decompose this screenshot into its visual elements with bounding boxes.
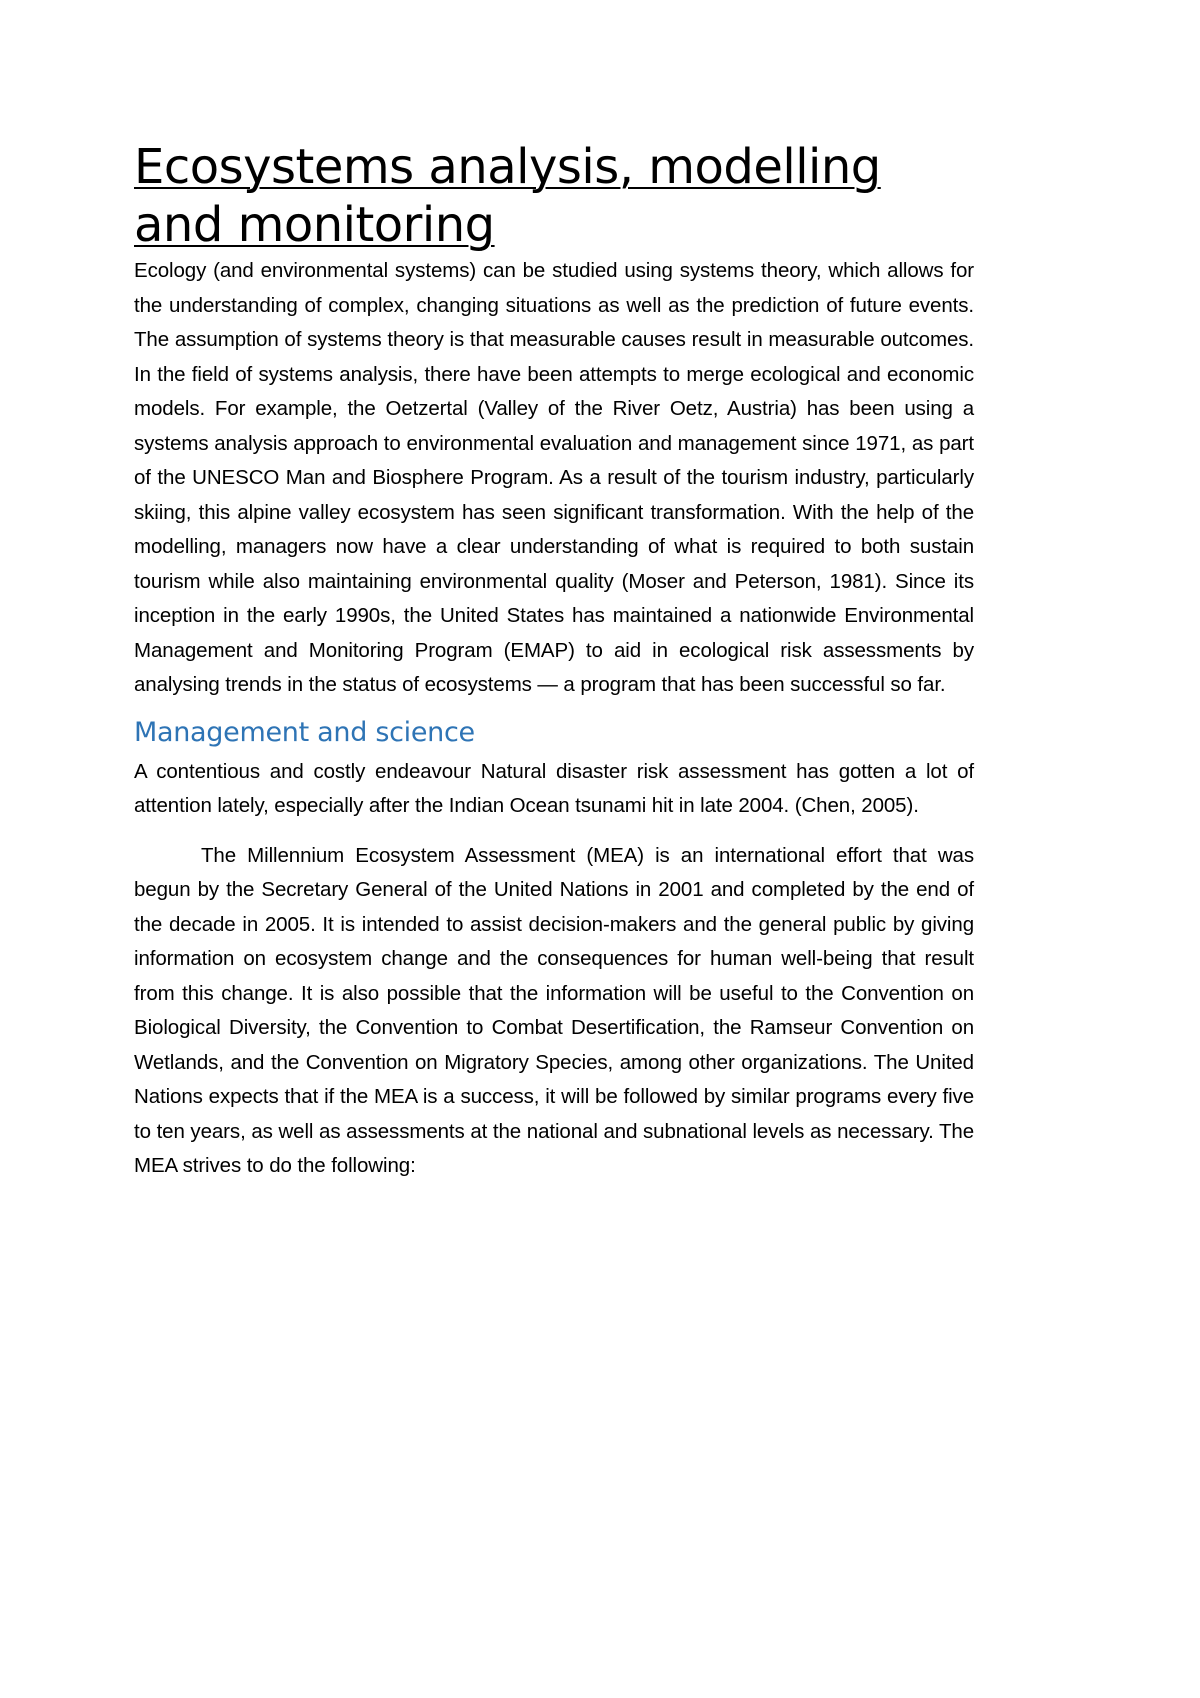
intro-paragraph: Ecology (and environmental systems) can be studied using systems theory, which allows for the understanding of complex, changing situations as well as the prediction of future events. The assumption of systems theory is that measurable causes result in measurable outcomes. In the field of systems analysis, there have been attempts to merge ecological and economic models. For example, the Oetzertal (Valley of the River Oetz, Austria) has been using a systems analysis approach to environmental evaluation and management since 1971, as part of the UNESCO Man and Biosphere Program. As a result of the tourism industry, particularly skiing, this alpine valley ecosystem has seen significant transformation. With the help of the modelling, managers now have a clear understanding of what is required to both sustain tourism while also maintaining environmental quality (Moser and Peterson, 1981). Since its inception in the early 1990s, the United States has maintained a nationwide Environmental Management and Monitoring Program (EMAP) to aid in ecological risk assessments by analysing trends in the status of ecosystems — a program that has been successful so far. [134, 259, 974, 696]
section-heading: Management and science [134, 716, 475, 748]
mea-paragraph: The Millennium Ecosystem Assessment (MEA) is an international effort that was begun by the Secretary General of the United Nations in 2001 and completed by the end of the decade in 2005. It is intended to assist decision-makers and the general public by giving information on ecosystem change and the consequences for human well-being that result from this change. It is also possible that the information will be useful to the Convention on Biological Diversity, the Convention to Combat Desertification, the Ramseur Convention on Wetlands, and the Convention on Migratory Species, among other organizations. The United Nations expects that if the MEA is a success, it will be followed by similar programs every five to ten years, as well as assessments at the national and subnational levels as necessary. The MEA strives to do the following: [134, 843, 974, 1177]
document-page [134, 138, 974, 1184]
document-title: Ecosystems analysis, modelling and monitoring [134, 139, 881, 253]
section-paragraph: A contentious and costly endeavour Natural disaster risk assessment has gotten a lot of attention lately, especially after the Indian Ocean tsunami hit in late 2004. (Chen, 2005). [134, 759, 974, 817]
